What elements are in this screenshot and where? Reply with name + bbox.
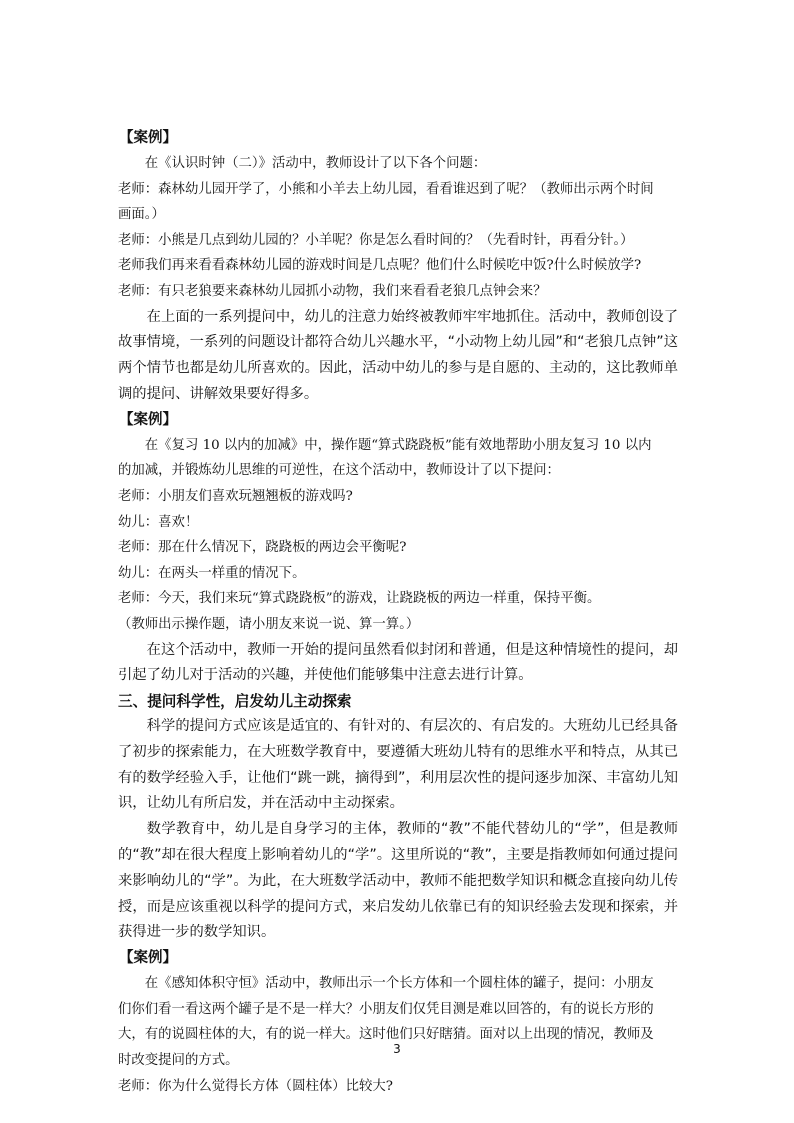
text-line: 们你们看一看这两个罐子是不是一样大？小朋友们仅凭目测是难以回答的，有的说长方形的: [118, 1001, 654, 1017]
text-line: 老师：今天，我们来玩“算式跷跷板”的游戏，让跷跷板的两边一样重，保持平衡。: [118, 591, 601, 607]
text-line: 老师：小朋友们喜欢玩翘翘板的游戏吗?: [118, 488, 353, 504]
text-line: 在《认识时钟（二）》活动中，教师设计了以下各个问题：: [144, 156, 487, 171]
page-number: 3: [393, 1042, 401, 1056]
text-line: 大，有的说圆柱体的大，有的说一样大。这时他们只好瞎猜。面对以上出现的情况，教师及: [118, 1027, 654, 1043]
text-line: 在《感知体积守恒》活动中，教师出示一个长方体和一个圆柱体的罐子，提问：小朋友: [144, 976, 654, 992]
text-line: 老师：那在什么情况下，跷跷板的两边会平衡呢?: [118, 540, 407, 556]
text-line: 老师：你为什么觉得长方体（圆柱体）比较大?: [118, 1078, 393, 1094]
text-line: 老师：森林幼儿园开学了，小熊和小羊去上幼儿园，看看谁迟到了呢？（教师出示两个时间: [118, 181, 654, 197]
paragraph: 在上面的一系列提问中，幼儿的注意力始终被教师牢牢地抓住。活动中，教师创设了故事情境，一系列的问题设计都符合幼儿兴趣水平，“小动物上幼儿园”和“老狼几点钟”这两个情节也都是幼儿所喜欢的。因此，活动中幼儿的参与是自愿的、主动的，这比教师单调的提问、讲解效果要好得多。: [118, 308, 678, 402]
text-line: 老师：小熊是几点到幼儿园的？小羊呢？你是怎么看时间的？（先看时针，再看分针。）: [118, 232, 634, 248]
text-line: 画面。）: [118, 207, 165, 223]
case-heading: 【案例】: [119, 411, 177, 428]
text-line: 的加减，并锻炼幼儿思维的可逆性，在这个活动中，教师设计了以下提问：: [118, 463, 560, 479]
text-line: 幼儿：喜欢！: [118, 514, 199, 530]
case-heading: 【案例】: [119, 950, 177, 967]
text-line: 幼儿：在两头一样重的情况下。: [118, 565, 306, 581]
paragraph: 科学的提问方式应该是适宜的、有针对的、有层次的、有启发的。大班幼儿已经具备了初步的探索能力，在大班数学教育中，要遵循大班幼儿特有的思维水平和特点，从其已有的数学经验入手，让他们“跳一跳，摘得到”，利用层次性的提问逐步加深、丰富幼儿知识，让幼儿有所启发，并在活动中主动探索。: [118, 718, 678, 812]
paragraph: 数学教育中，幼儿是自身学习的主体，教师的“教”不能代替幼儿的“学”，但是教师的“教”却在很大程度上影响着幼儿的“学”。这里所说的“教”，主要是指教师如何通过提问来影响幼儿的“学”。为此，在大班数学活动中，教师不能把数学知识和概念直接向幼儿传授，而是应该重视以科学的提问方式，来启发幼儿依靠已有的知识经验去发现和探索，并获得进一步的数学知识。: [118, 821, 678, 941]
text-line: （教师出示操作题，请小朋友来说一说、算一算。）: [118, 616, 420, 632]
section-heading: 三、提问科学性，启发幼儿主动探索: [118, 693, 352, 711]
paragraph: 在这个活动中，教师一开始的提问虽然看似封闭和普通，但是这种情境性的提问，却引起了幼儿对于活动的兴趣，并使他们能够集中注意去进行计算。: [118, 641, 678, 684]
text-line: 时改变提问的方式。: [118, 1053, 239, 1069]
text-line: 老师我们再来看看森林幼儿园的游戏时间是几点呢？他们什么时候吃中饭?什么时候放学?: [118, 258, 642, 274]
page-content: [118, 126, 678, 1099]
text-line: 在《复习 10 以内的加减》中，操作题“算式跷跷板”能有效地帮助小朋友复习 10 以内: [144, 437, 652, 453]
case-heading: 【案例】: [119, 130, 177, 146]
text-line: 老师：有只老狼要来森林幼儿园抓小动物，我们来看看老狼几点钟会来？: [118, 283, 547, 299]
